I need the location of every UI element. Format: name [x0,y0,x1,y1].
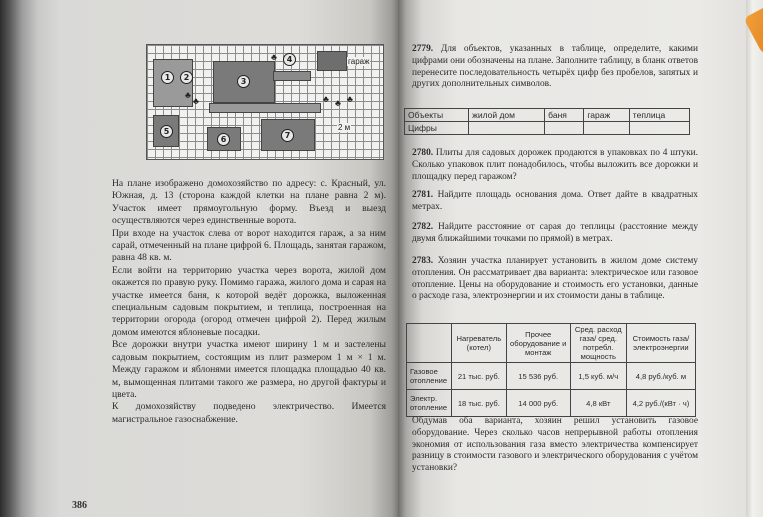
task-2783 [412,256,698,303]
task-number: 2782. [412,222,434,232]
answer-cell[interactable] [545,122,584,135]
table-cell: 1,5 куб. м/ч [570,363,626,390]
plan-marker-2: 2 [180,71,193,84]
garage-block [317,51,347,71]
table-header-cell: Стоимость газа/ электроэнергии [626,324,695,363]
plan-marker-6: 6 [217,133,230,146]
tree-icon: ♣ [185,90,191,100]
tree-icon: ♣ [271,52,277,62]
table-header-cell: гараж [584,109,629,122]
table-header-cell: теплица [629,109,689,122]
task-number: 2781. [412,190,434,200]
table-row [405,122,690,135]
table-row-label: Газовое отопление [407,363,452,390]
task-2782 [412,222,698,246]
paragraph: На плане изображено домохозяйство по адресу: с. Красный, ул. Южная, д. 13 (сторона каждой клетки на плане равна 2 м). Участок имеет прямоугольную форму. Въезд и выезд осуществляются через единственные ворота. [112,178,386,227]
yard-block [209,103,321,113]
table-row-label: Электр. отопление [407,390,452,417]
table-row [405,109,690,122]
task-2780 [412,148,698,183]
plan-marker-7: 7 [281,129,294,142]
task-number: 2780. [412,148,434,158]
plan-scale-label: 2 м [338,123,351,132]
plot-plan [146,44,384,160]
answer-cell[interactable] [584,122,629,135]
tree-icon: ♣ [323,94,329,104]
table-cell: 14 000 руб. [506,390,570,417]
task-2779 [412,44,698,91]
task-number: 2783. [412,256,434,266]
table-cell: 4,8 руб./куб. м [626,363,695,390]
page-edges [746,0,763,517]
table-header-cell: баня [545,109,584,122]
paragraph: При входе на участок слева от ворот находится гараж, а за ним сарай, отмеченный на плане цифрой 6. Площадь, занятая гаражом, равна 48 кв. м. [112,227,386,264]
page-number: 386 [72,500,87,511]
table-header-cell: Сред. расход газа/ сред. потребл. мощность [570,324,626,363]
table-cell: 4,8 кВт [570,390,626,417]
table-row-label: Цифры [405,122,469,135]
table-row [407,390,696,417]
paragraph: К домохозяйству подведено электричество. Имеется магистральное газоснабжение. [112,401,386,425]
table-header-cell: жилой дом [469,109,545,122]
tree-icon: ♣ [347,94,353,104]
table-row [407,363,696,390]
table-row [407,324,696,363]
task-text: Хозяин участка планирует установить в жилом доме систему отопления. Он рассматривает два варианта: электрическое или газовое отопление. Цены на оборудование и стоимость его установки, данные о расходе газа, электроэнергии и их стоимости даны в таблице. [412,256,698,302]
objects-table [404,108,690,135]
task-text: Обдумав оба варианта, хозяин решил установить газовое оборудование. Через сколько часов непрерывной работы отопления экономия от использования газа вместо электричества компенсирует разницу в стоимости газового и электрического оборудования с учётом установки? [412,416,698,474]
table-cell: 4,2 руб./(кВт · ч) [626,390,695,417]
path-block [273,71,311,81]
plan-marker-5: 5 [160,125,173,138]
tree-icon: ♣ [193,96,199,106]
plan-marker-1: 1 [161,71,174,84]
plan-label-garage: гараж [348,57,370,66]
table-header-cell [407,324,452,363]
task-2783-question [412,416,698,475]
table-cell: 18 тыс. руб. [452,390,507,417]
task-2781 [412,190,698,214]
table-cell: 21 тыс. руб. [452,363,507,390]
table-header-cell: Объекты [405,109,469,122]
paragraph: Если войти на территорию участка через ворота, жилой дом окажется по правую руку. Помимо гаража, жилого дома и сарая на участке имеется баня, к которой ведёт дорожка, выложенная специальным садовым покрытием, и теплица, построенная на территории огорода (огород отмечен цифрой 2). Перед жилым домом имеются яблоневые посадки. [112,264,386,338]
table-cell: 15 536 руб. [506,363,570,390]
task-text: Найдите площадь основания дома. Ответ дайте в квадратных метрах. [412,190,698,212]
heating-table [406,323,696,417]
left-page-text [112,178,386,426]
task-text: Для объектов, указанных в таблице, определите, какими цифрами они обозначены на плане. Заполните таблицу, в бланк ответов перенесите последовательность четырёх цифр без пробелов, запятых и других дополнительных символов. [412,44,699,90]
task-text: Найдите расстояние от сарая до теплицы (расстояние между двумя ближайшими точками по прямой) в метрах. [412,222,699,244]
tree-icon: ♣ [335,98,341,108]
table-header-cell: Прочее оборудование и монтаж [506,324,570,363]
paragraph: Все дорожки внутри участка имеют ширину 1 м и застелены садовым покрытием, состоящим из плит размером 1 м × 1 м. Между гаражом и яблонями имеется площадка площадью 40 кв. м, вымощенная плитами такого же размера, но другой фактуры и цвета. [112,339,386,400]
plan-marker-4: 4 [283,53,296,66]
table-header-cell: Нагреватель (котел) [452,324,507,363]
plan-marker-3: 3 [237,75,250,88]
answer-cell[interactable] [469,122,545,135]
task-text: Плиты для садовых дорожек продаются в упаковках по 4 штуки. Сколько упаковок плит понадобилось, чтобы выложить все дорожки и площадку перед гаражом? [412,148,698,182]
task-number: 2779. [412,44,434,54]
answer-cell[interactable] [629,122,689,135]
